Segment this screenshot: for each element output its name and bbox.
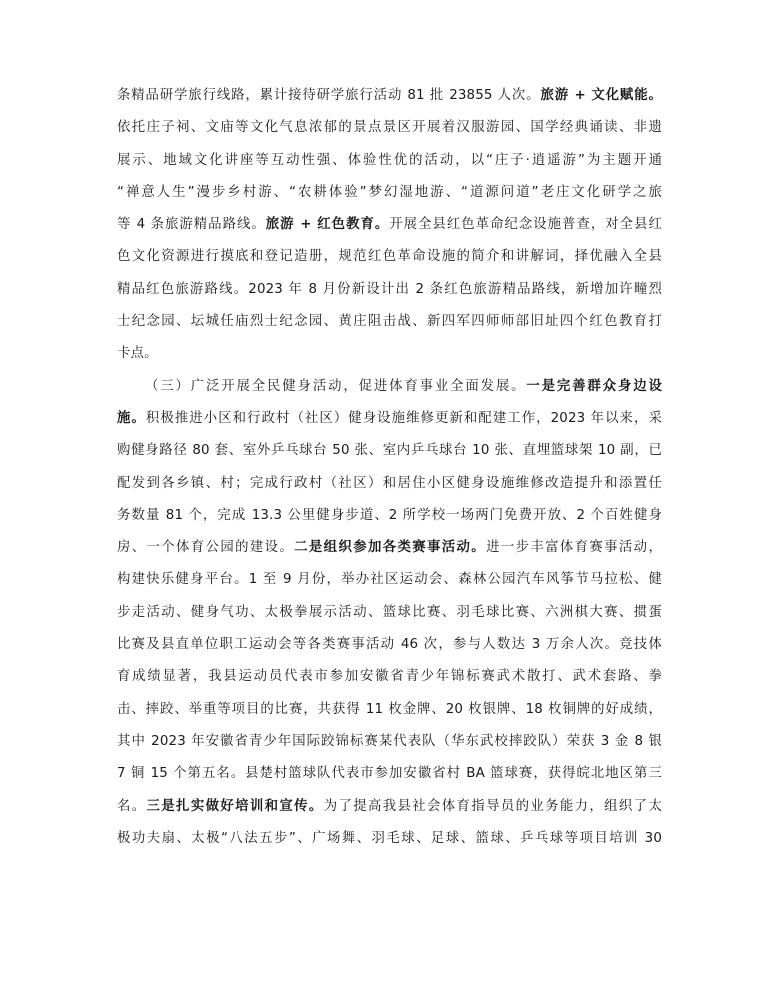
text-line [117,500,662,532]
body-text-run: 7 铜 15 个第五名。县楚村篮球队代表市参加安徽省村 BA 篮球赛，获得皖北地区第三 [117,766,662,782]
text-line [117,758,662,790]
body-text-run: 名。 [117,798,147,814]
text-line [117,112,662,144]
body-text-run: 步走活动、健身气功、太极拳展示活动、篮球比赛、羽毛球比赛、六洲棋大赛、掼蛋 [117,604,662,620]
bold-heading-text: 旅游 + 文化赋能。 [540,88,662,103]
text-line [117,80,662,112]
text-line [117,661,662,693]
bold-heading-text: 一是完善群众身边设 [526,378,662,394]
text-line [117,145,662,177]
body-text-run: 等 4 条旅游精品路线。 [117,217,266,233]
bold-heading-text: 三是扎实做好培训和宣传。 [146,798,324,814]
body-text-run: 育成绩显著，我县运动员代表市参加安徽省青少年锦标赛武术散打、武术套路、拳 [117,669,662,685]
body-text-run: 其中 2023 年安徽省青少年国际跤锦标赛某代表队（华东武校摔跤队）荣获 3 金 8 银 [117,733,662,749]
body-text-run: 精品红色旅游路线。2023 年 8 月份新设计出 2 条红色旅游精品路线，新增加许疃烈 [117,281,662,297]
body-text-run: 比赛及县直单位职工运动会等各类赛事活动 46 次，参与人数达 3 万余人次。竞技体 [117,637,662,653]
text-line [117,629,662,661]
text-line [117,209,662,241]
bold-heading-text: 旅游 + 红色教育。 [265,217,390,233]
text-line [117,564,662,596]
text-line [117,694,662,726]
body-text-run: 色文化资源进行摸底和登记造册，规范红色革命设施的简介和讲解词，择优融入全县 [117,249,662,265]
body-text-run: 击、摔跤、举重等项目的比赛，共获得 11 枚金牌、20 枚银牌、18 枚铜牌的好成绩， [117,701,662,717]
body-text-run: 开展全县红色革命纪念设施普查，对全县红 [389,217,662,233]
bold-heading-text: 施。 [117,410,146,426]
body-text-run: 卡点。 [117,346,158,362]
text-line [117,435,662,467]
body-text-run: 房、一个体育公园的建设。 [117,540,295,556]
body-text-run: 条精品研学旅行线路，累计接待研学旅行活动 81 批 23855 人次。 [117,88,541,103]
text-line [117,468,662,500]
body-text-run: “禅意人生”漫步乡村游、“农耕体验”梦幻湿地游、“道源问道”老庄文化研学之旅 [117,184,662,200]
text-line [117,306,662,338]
text-line [117,371,662,403]
text-line [117,597,662,629]
body-text-run: （三）广泛开展全民健身活动，促进体育事业全面发展。 [145,378,527,394]
text-line [117,177,662,209]
text-line [117,791,662,823]
body-text-run: 士纪念园、坛城任庙烈士纪念园、黄庄阻击战、新四军四师师部旧址四个红色教育打 [117,314,662,330]
body-text-run: 极功夫扇、太极“八法五步”、广场舞、羽毛球、足球、篮球、乒乓球等项目培训 30 [117,830,662,846]
body-text-run: 为了提高我县社会体育指导员的业务能力，组织了太 [323,798,662,814]
text-line [117,726,662,758]
body-text-run: 务数量 81 个，完成 13.3 公里健身步道、2 所学校一场两门免费开放、2 个百姓健身 [117,507,662,523]
text-line [117,274,662,306]
body-text-run: 依托庄子祠、文庙等文化气息浓郁的景点景区开展着汉服游园、国学经典诵读、非遗 [117,120,662,136]
text-line [117,823,662,855]
body-text-run: 配发到各乡镇、村；完成行政村（社区）和居住小区健身设施维修改造提升和添置任 [117,475,662,491]
body-text-run: 构建快乐健身平台。1 至 9 月份，举办社区运动会、森林公园汽车风筝节马拉松、健 [117,572,662,588]
text-line [117,532,662,564]
body-text [117,80,662,855]
body-text-run: 进一步丰富体育赛事活动， [486,540,662,556]
bold-heading-text: 二是组织参加各类赛事活动。 [294,540,487,556]
body-text-run: 积极推进小区和行政村（社区）健身设施维修更新和配建工作，2023 年以来，采 [145,410,662,426]
text-line [117,403,662,435]
text-line [117,338,662,370]
text-line [117,241,662,273]
body-text-run: 购健身路径 80 套、室外乒乓球台 50 张、室内乒乓球台 10 张、直埋篮球架 10 副，已 [117,443,662,459]
body-text-run: 展示、地域文化讲座等互动性强、体验性优的活动，以“庄子·逍遥游”为主题开通 [117,152,662,168]
